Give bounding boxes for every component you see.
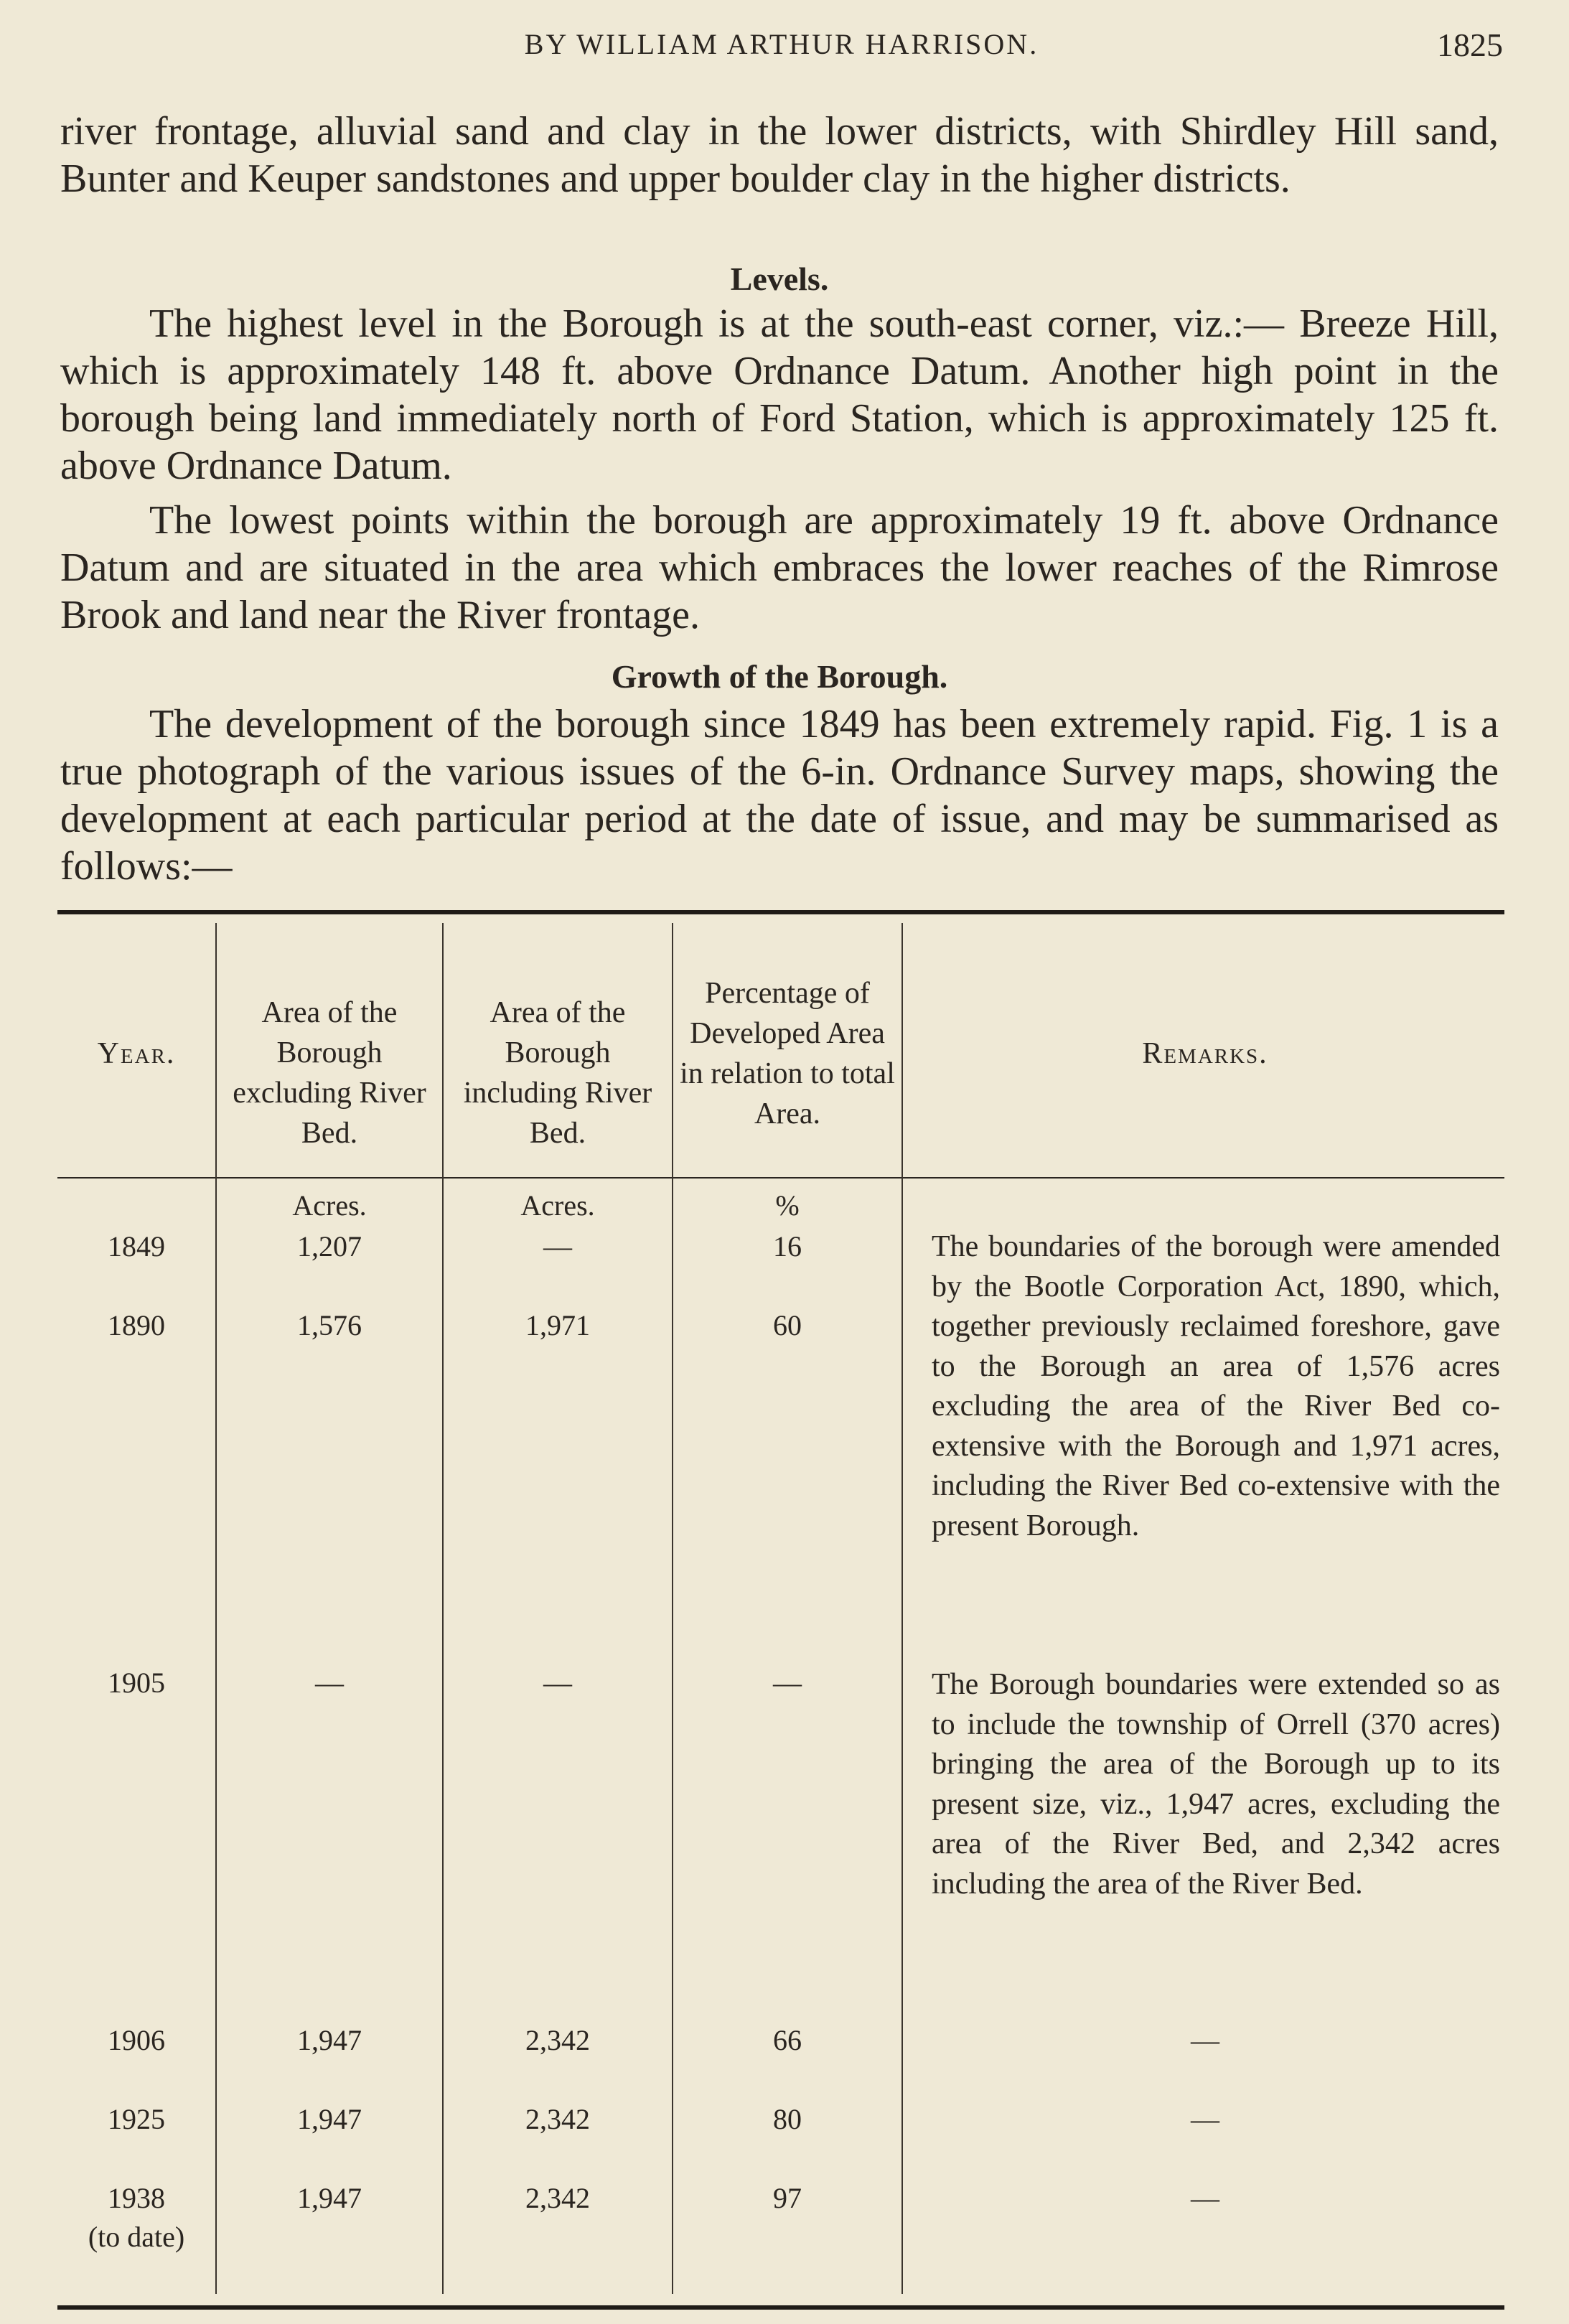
cell-percentage: 60: [773, 1309, 802, 1341]
cell-remarks: The boundaries of the borough were amended by the Bootle Corporation Act, 1890, which, together previously reclaimed foreshore, gave to the Borough an area of 1,576 acres excluding the area of the River Bed co-extensive with the Borough and 1,971 acres, including the River Bed co-extensive with the present Borough.: [932, 1230, 1500, 1542]
unit-acres-including: Acres.: [520, 1189, 595, 1222]
page-number: 1825: [1437, 27, 1503, 63]
cell-area-including: —: [543, 1667, 572, 1699]
cell-remarks: —: [1191, 2103, 1219, 2135]
heading-levels: Levels.: [730, 261, 829, 297]
header-remarks: Remarks.: [1142, 1037, 1268, 1070]
column-divider: [672, 923, 673, 2294]
cell-area-excluding: 1,947: [297, 2024, 362, 2056]
paragraph-growth: [60, 701, 1499, 890]
header-year: Year.: [97, 1037, 176, 1070]
paragraph-1-text: river frontage, alluvial sand and clay in the lower districts, with Shirdley Hill sand, Bunter and Keuper sandstones and upper boulder clay in the higher districts.: [60, 109, 1499, 201]
table-header-rule: [57, 1177, 1504, 1179]
cell-area-including: —: [543, 1230, 572, 1262]
header-area-excluding: Area of the Borough excluding River Bed.: [233, 996, 426, 1150]
cell-percentage: 97: [773, 2182, 802, 2214]
cell-percentage: —: [773, 1667, 802, 1699]
cell-percentage: 80: [773, 2103, 802, 2135]
paragraph-levels-high: [60, 300, 1499, 489]
cell-area-including: 2,342: [525, 2182, 590, 2214]
cell-year: 1890: [108, 1309, 165, 1341]
cell-area-excluding: 1,576: [297, 1309, 362, 1341]
column-divider: [215, 923, 217, 2294]
cell-area-excluding: 1,947: [297, 2103, 362, 2135]
column-divider: [901, 923, 903, 2294]
table-top-rule: [57, 910, 1504, 914]
cell-year: 1905: [108, 1667, 165, 1699]
paragraph-levels-low: [60, 497, 1499, 639]
cell-area-excluding: 1,207: [297, 1230, 362, 1262]
unit-percent: %: [775, 1189, 800, 1222]
heading-growth: Growth of the Borough.: [611, 658, 948, 695]
cell-year: 1938: [108, 2182, 165, 2214]
cell-year: 1925: [108, 2103, 165, 2135]
cell-year-note: (to date): [88, 2221, 185, 2253]
cell-area-excluding: 1,947: [297, 2182, 362, 2214]
cell-year: 1906: [108, 2024, 165, 2056]
header-area-including: Area of the Borough including River Bed.: [463, 996, 652, 1150]
cell-area-including: 2,342: [525, 2103, 590, 2135]
paragraph-4-text: The development of the borough since 1849 has been extremely rapid. Fig. 1 is a true photograph of the various issues of the 6-in. Ordnance Survey maps, showing the development at each particular period at the date of issue, and may be summarised as follows:—: [60, 702, 1499, 889]
paragraph-2-text: The highest level in the Borough is at the south-east corner, viz.:— Breeze Hill, which is approximately 148 ft. above Ordnance Datum. Another high point in the borough being land immediately north of Ford Station, which is approximately 125 ft. above Ordnance Datum.: [60, 301, 1499, 488]
running-header: [60, 27, 1503, 70]
borough-growth-table: [57, 910, 1504, 2317]
cell-remarks: —: [1191, 2024, 1219, 2056]
cell-area-including: 2,342: [525, 2024, 590, 2056]
paragraph-3-text: The lowest points within the borough are approximately 19 ft. above Ordnance Datum and are situated in the area which embraces the lower reaches of the Rimrose Brook and land near the River frontage.: [60, 498, 1499, 637]
cell-year: 1849: [108, 1230, 165, 1262]
cell-remarks: —: [1191, 2182, 1219, 2214]
cell-remarks: The Borough boundaries were extended so as to include the township of Orrell (370 acres) bringing the area of the Borough up to its present size, viz., 1,947 acres, excluding the area of the River Bed, and 2,342 acres including the area of the River Bed.: [932, 1668, 1500, 1901]
cell-percentage: 66: [773, 2024, 802, 2056]
column-divider: [442, 923, 444, 2294]
running-title: BY WILLIAM ARTHUR HARRISON.: [524, 28, 1039, 60]
cell-percentage: 16: [773, 1230, 802, 1262]
unit-acres-excluding: Acres.: [292, 1189, 367, 1222]
paragraph-intro: [60, 108, 1499, 202]
cell-area-excluding: —: [315, 1667, 344, 1699]
table-bottom-rule: [57, 2305, 1504, 2310]
cell-area-including: 1,971: [525, 1309, 590, 1341]
header-percentage: Percentage of Developed Area in relation to total Area.: [680, 977, 895, 1130]
